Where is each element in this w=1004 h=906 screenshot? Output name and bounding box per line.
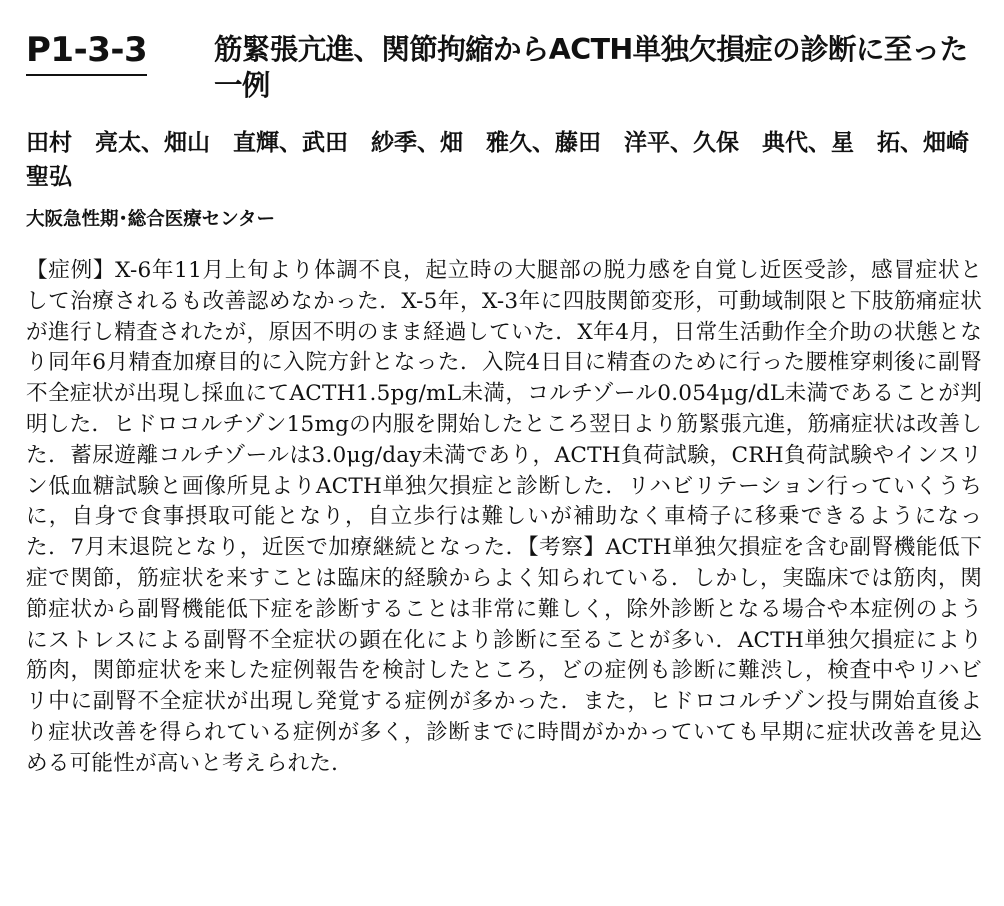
author-list: 田村 亮太、畑山 直輝、武田 紗季、畑 雅久、藤田 洋平、久保 典代、星 拓、畑崎 聖弘 (26, 129, 992, 190)
abstract-header (26, 30, 986, 110)
abstract-number: P1-3-3 (26, 30, 147, 76)
abstract-title: 筋緊張亢進、関節拘縮からACTH単独欠損症の診断に至った一例 (214, 33, 968, 102)
affiliation: 大阪急性期･総合医療センター (26, 209, 276, 230)
abstract-body: 【症例】X-6年11月上旬より体調不良，起立時の大腿部の脱力感を自覚し近医受診，感冒症状として治療されるも改善認めなかった．X-5年，X-3年に四肢関節変形，可動域制限と下肢筋痛症状が進行し精査されたが，原因不明のまま経過していた．X年4月，日常生活動作全介助の状態となり同年6月精査加療目的に入院方針となった．入院4日目に精査のために行った腰椎穿刺後に副腎不全症状が出現し採血にてACTH1.5pg/mL未満，コルチゾール0.054μg/dL未満であることが判明した．ヒドロコルチゾン15mgの内服を開始したところ翌日より筋緊張亢進，筋痛症状は改善した．蓄尿遊離コルチゾールは3.0μg/day未満であり，ACTH負荷試験，CRH負荷試験やインスリン低血糖試験と画像所見よりACTH単独欠損症と診断した．リハビリテーション行っていくうちに，自身で食事摂取可能となり，自立歩行は難しいが補助なく車椅子に移乗できるようになった．7月末退院となり，近医で加療継続となった．【考察】ACTH単独欠損症を含む副腎機能低下症で関節，筋症状を来すことは臨床的経験からよく知られている．しかし，実臨床では筋肉，関節症状から副腎機能低下症を診断することは非常に難しく，除外診断となる場合や本症例のようにストレスによる副腎不全症状の顕在化により診断に至ることが多い．ACTH単独欠損症により筋肉，関節症状を来した症例報告を検討したところ，どの症例も診断に難渋し，検査中やリハビリ中に副腎不全症状が出現し発覚する症例が多かった．また，ヒドロコルチゾン投与開始直後より症状改善を得られている症例が多く，診断までに時間がかかっていても早期に症状改善を見込める可能性が高いと考えられた． (26, 258, 982, 776)
